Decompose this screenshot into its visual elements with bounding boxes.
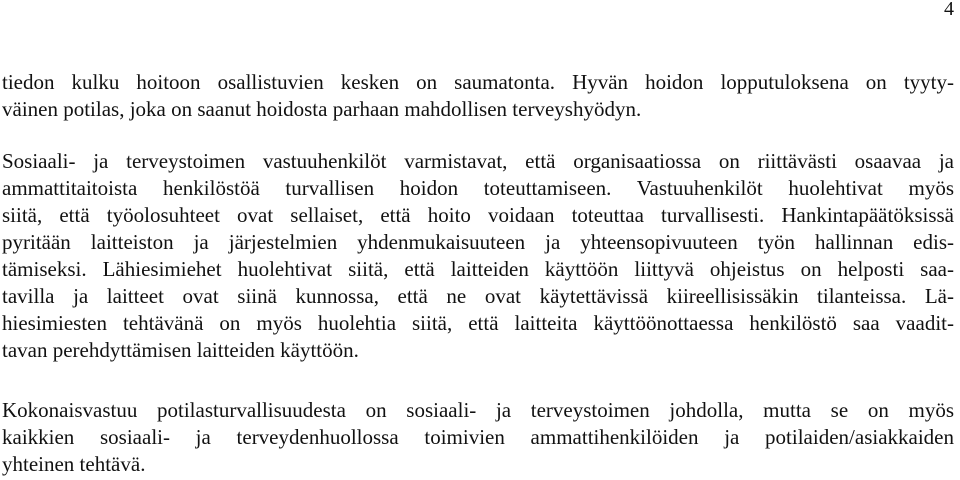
text-line: Kokonaisvastuu potilasturvallisuudesta on sosiaali- ja terveystoimen johdolla, mutta se on myös [2,398,954,422]
text-line: yhteinen tehtävä. [2,452,146,476]
text-line: tavilla ja laitteet ovat siinä kunnossa, että ne ovat käytettävissä kiireellisissäkin tilanteissa. Lä- [2,284,954,308]
text-line: ammattitaitoista henkilöstöä turvallisen hoidon toteuttamiseen. Vastuuhenkilöt huolehtivat myös [2,176,954,200]
text-line: kaikkien sosiaali- ja terveydenhuollossa toimivien ammattihenkilöiden ja potilaiden/asiakkaiden [2,425,954,449]
text-line: tiedon kulku hoitoon osallistuvien kesken on saumatonta. Hyvän hoidon lopputuloksena on tyyty- [2,70,954,94]
text-line: pyritään laitteiston ja järjestelmien yhdenmukaisuuteen ja yhteensopivuuteen työn hallinnan edis- [2,230,954,254]
text-line: tämiseksi. Lähiesimiehet huolehtivat siitä, että laitteiden käyttöön liittyvä ohjeistus on helposti saa- [2,257,954,281]
text-line: hiesimiesten tehtävänä on myös huolehtia siitä, että laitteita käyttöönottaessa henkilöstö saa vaadit- [2,311,954,335]
page-number: 4 [944,0,954,20]
text-line: Sosiaali- ja terveystoimen vastuuhenkilöt varmistavat, että organisaatiossa on riittävästi osaavaa ja [2,149,954,173]
text-line: siitä, että työolosuhteet ovat sellaiset, että hoito voidaan toteuttaa turvallisesti. Hankintapäätöksissä [2,203,954,227]
text-line: tavan perehdyttämisen laitteiden käyttöön. [2,338,359,362]
text-line: väinen potilas, joka on saanut hoidosta parhaan mahdollisen terveyshyödyn. [2,97,642,121]
